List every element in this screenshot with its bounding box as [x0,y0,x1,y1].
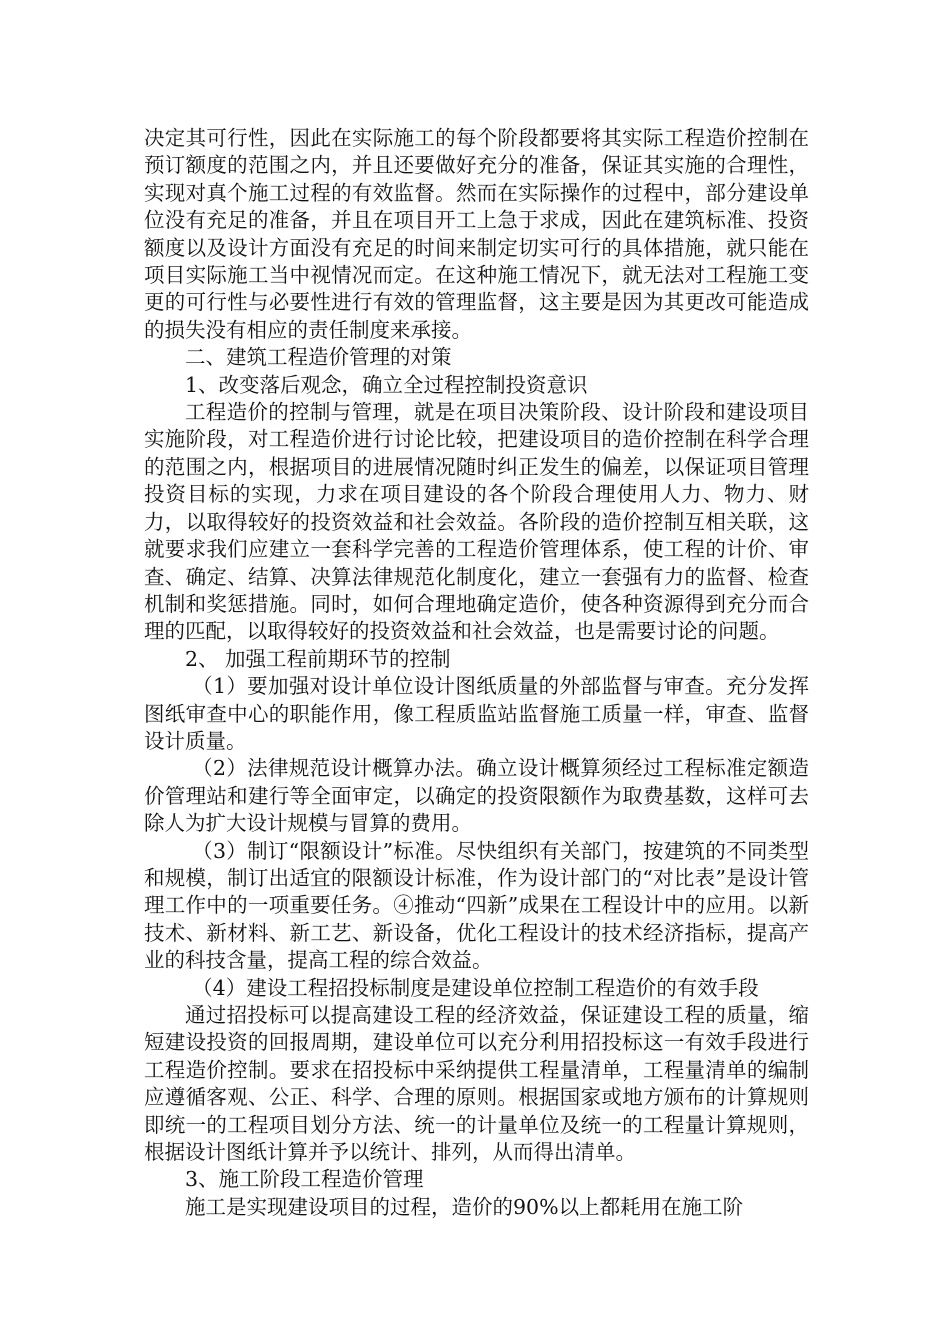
paragraph-construction-process: 施工是实现建设项目的过程，造价的90%以上都耗用在施工阶 [185,1194,744,1219]
subheading-bidding-system: （4）建设工程招投标制度是建设单位控制工程造价的有效手段 [192,975,759,1000]
paragraph-design-estimate-rules: （2）法律规范设计概算办法。确立设计概算须经过工程标准定额造价管理站和建行等全面审定，以确定的投资限额作为取费基数，这样可去除人为扩大设计规模与冒算的费用。 [144,756,809,836]
subheading-construction-stage: 3、施工阶段工程造价管理 [185,1167,424,1192]
paragraph-limit-design-standard: （3）制订“限额设计”标准。尽快组织有关部门，按建筑的不同类型和规模，制订出适宜的限额设计标准，作为设计部门的“对比表”是设计管理工作中的一项重要任务。④推动“四新”成果在工程设计中的应用。以新技术、新材料、新工艺、新设备，优化工程设计的技术经济指标，提高产业的科技含量，提高工程的综合效益。 [144,838,809,973]
document-body [144,125,809,1221]
paragraph-cost-management-system: 工程造价的控制与管理，就是在项目决策阶段、设计阶段和建设项目实施阶段，对工程造价进行讨论比较，把建设项目的造价控制在科学合理的范围之内，根据项目的进展情况随时纠正发生的偏差，以保证项目管理投资目标的实现，力求在项目建设的各个阶段合理使用人力、物力、财力，以取得较好的投资效益和社会效益。各阶段的造价控制互相关联，这就要求我们应建立一套科学完善的工程造价管理体系，使工程的计价、审查、确定、结算、决算法律规范化制度化，建立一套强有力的监督、检查机制和奖惩措施。同时，如何合理地确定造价，使各种资源得到充分而合理的匹配，以取得较好的投资效益和社会效益，也是需要讨论的问题。 [144,400,809,644]
paragraph-bidding-benefits: 通过招投标可以提高建设工程的经济效益，保证建设工程的质量，缩短建设投资的回报周期，建设单位可以充分利用招投标这一有效手段进行工程造价控制。要求在招投标中采纳提供工程量清单，工程量清单的编制应遵循客观、公正、科学、合理的原则。根据国家或地方颁布的计算规则即统一的工程项目划分方法、统一的计量单位及统一的工程量计算规则，根据设计图纸计算并予以统计、排列，从而得出清单。 [144,1003,809,1165]
subheading-early-stage-control: 2、 加强工程前期环节的控制 [185,646,451,671]
subheading-change-concepts: 1、改变落后观念，确立全过程控制投资意识 [185,372,588,397]
section-heading-countermeasures: 二、建筑工程造价管理的对策 [185,345,452,370]
paragraph-cost-control-context: 决定其可行性，因此在实际施工的每个阶段都要将其实际工程造价控制在预订额度的范围之内，并且还要做好充分的准备，保证其实施的合理性，实现对真个施工过程的有效监督。然而在实际操作的过程中，部分建设单位没有充足的准备，并且在项目开工上急于求成，因此在建筑标准、投资额度以及设计方面没有充足的时间来制定切实可行的具体措施，就只能在项目实际施工当中视情况而定。在这种施工情况下，就无法对工程施工变更的可行性与必要性进行有效的管理监督，这主要是因为其更改可能造成的损失没有相应的责任制度来承接。 [144,126,809,342]
paragraph-design-supervision: （1）要加强对设计单位设计图纸质量的外部监督与审查。充分发挥图纸审查中心的职能作用，像工程质监站监督施工质量一样，审查、监督设计质量。 [144,674,809,753]
